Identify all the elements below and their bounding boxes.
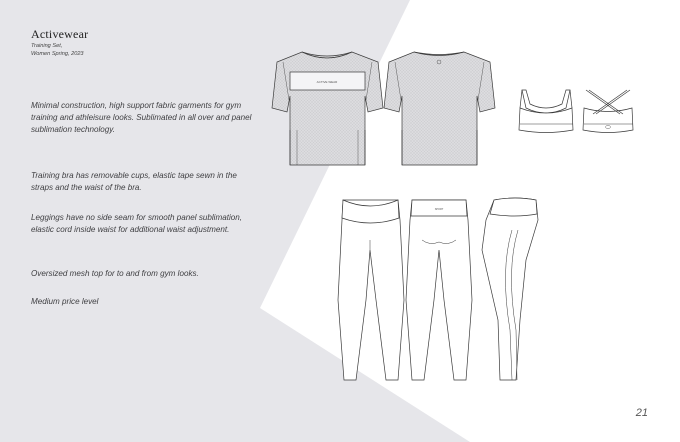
description-paragraph-5: Medium price level	[31, 297, 99, 306]
page-title: Activewear	[31, 27, 89, 41]
bra-front-sketch	[519, 90, 573, 133]
svg-text:ACTIVE WEAR: ACTIVE WEAR	[316, 80, 338, 84]
description-paragraph-1: Minimal construction, high support fabric garments for gym training and athleisure looks. Sublimated in all over and panel sublimation technology.	[31, 101, 252, 134]
tshirt-back-sketch	[384, 52, 495, 165]
svg-text:SPORT: SPORT	[434, 208, 444, 211]
leggings-side-sketch	[482, 198, 538, 380]
subtitle-line-1: Training Set,	[31, 43, 63, 49]
page-number: 21	[635, 407, 648, 419]
description-paragraph-4: Oversized mesh top for to and from gym looks.	[31, 269, 199, 278]
description-paragraph-2: Training bra has removable cups, elastic tape sewn in the straps and the waist of the bra.	[31, 171, 237, 192]
description-paragraph-3: Leggings have no side seam for smooth panel sublimation, elastic cord inside waist for additional waist adjustment.	[31, 213, 243, 234]
bra-back-sketch	[583, 90, 633, 133]
leggings-front-sketch	[338, 200, 404, 380]
subtitle-line-2: Women Spring, 2023	[31, 50, 84, 57]
tshirt-front-sketch	[272, 52, 383, 165]
leggings-back-sketch	[406, 200, 472, 380]
